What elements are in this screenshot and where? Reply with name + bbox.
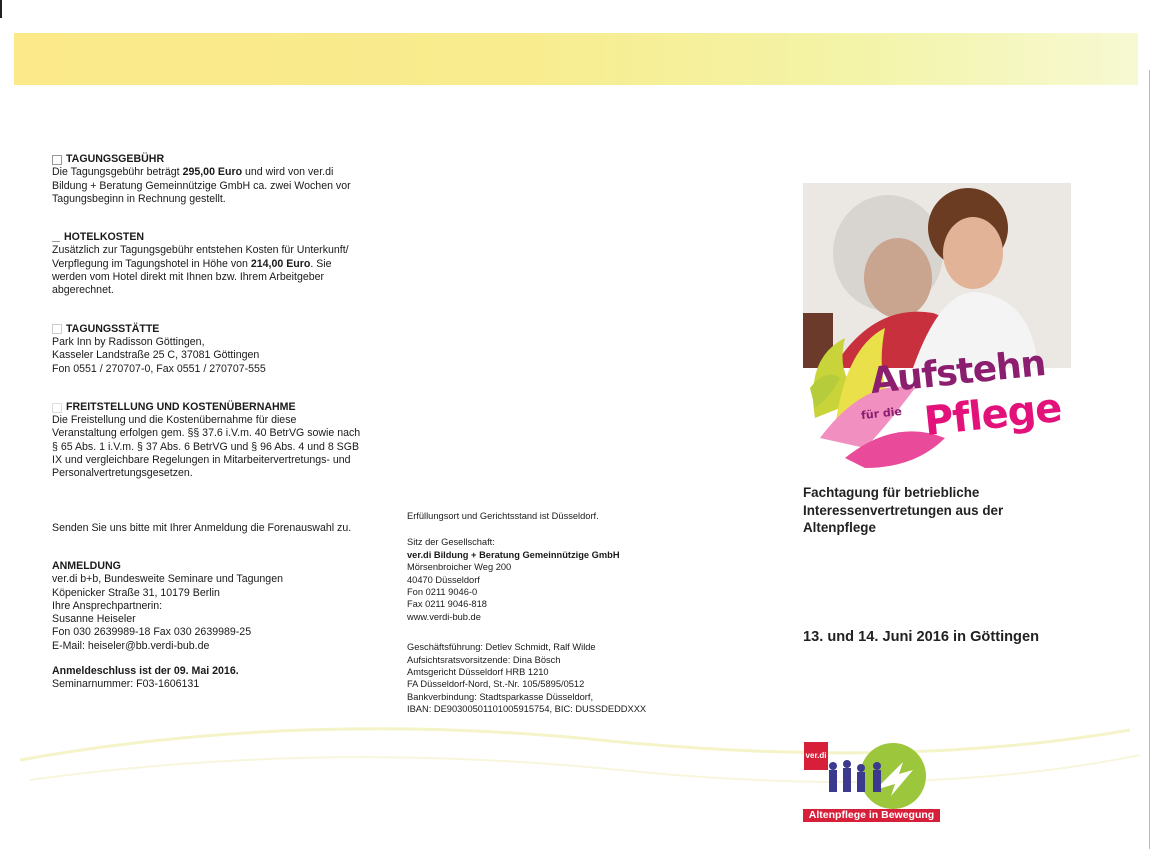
- leave-heading: FREITSTELLUNG UND KOSTENÜBERNAHME: [66, 400, 296, 413]
- background-swoosh: [0, 700, 1158, 820]
- hotel-section: [52, 231, 362, 297]
- legal-column: [407, 510, 707, 716]
- venue-heading: TAGUNGSSTÄTTE: [66, 322, 160, 335]
- hotel-amount: 214,00 Euro: [250, 257, 311, 270]
- fee-section: [52, 153, 362, 206]
- logo-fuer-die: für die: [860, 404, 903, 423]
- company-web[interactable]: www.verdi-bub.de: [407, 611, 481, 622]
- seminar-number: Seminarnummer: F03-1606131: [52, 678, 200, 691]
- event-date: 13. und 14. Juni 2016 in Göttingen: [803, 629, 1039, 645]
- registration-email[interactable]: E-Mail: heiseler@bb.verdi-bub.de: [52, 639, 210, 652]
- court-register: Amtsgericht Düsseldorf HRB 1210: [407, 667, 549, 678]
- hotel-checkbox[interactable]: [52, 233, 60, 242]
- deadline-text: Anmeldeschluss ist der 09. Mai 2016.: [52, 665, 239, 678]
- leave-checkbox[interactable]: [52, 403, 62, 413]
- registration-line: Köpenicker Straße 31, 10179 Berlin: [52, 586, 220, 599]
- page-fold-line: [1149, 70, 1150, 849]
- info-column: [52, 153, 362, 692]
- altenpflege-banner: Altenpflege in Bewegung: [803, 809, 940, 822]
- venue-line: Fon 0551 / 270707-0, Fax 0551 / 270707-555: [52, 362, 266, 375]
- forum-note: Senden Sie uns bitte mit Ihrer Anmeldung die Forenauswahl zu.: [52, 521, 352, 534]
- venue-checkbox[interactable]: [52, 324, 62, 334]
- logo-pflege: Pflege: [921, 384, 1064, 446]
- leave-section: [52, 401, 362, 481]
- logo-aufstehn: Aufstehn: [868, 342, 1048, 403]
- venue-section: [52, 323, 362, 376]
- leave-text: Die Freistellung und die Kostenübernahme für diese Veranstaltung erfolgen gem. §§ 37.6 i.V.m. 40 BetrVG sowie nach § 65 Abs. 1 i.V.m. § 37 Abs. 6 BetrVG und § 96 Abs. 4 und 8 SGB IX und vergleichbare Regelungen in Mitarbeitervertretungs- und Personalvertretungsgesetzen.: [52, 414, 361, 480]
- registration-line: Ihre Ansprechpartnerin:: [52, 599, 163, 612]
- hotel-text: Zusätzlich zur Tagungsgebühr entstehen Kosten für Unterkunft/ Verpflegung im Tagungshotel in Höhe von 214,00 Euro. Sie werden vom Hotel direkt mit Ihnen bzw. Ihrem Arbeitgeber abgerechnet.: [52, 244, 349, 297]
- venue-line: Kasseler Landstraße 25 C, 37081 Göttingen: [52, 349, 260, 362]
- registration-heading: ANMELDUNG: [52, 559, 121, 572]
- fee-amount: 295,00 Euro: [182, 166, 243, 179]
- registration-line: Susanne Heiseler: [52, 613, 136, 626]
- iban: IBAN: DE90300501101005915754, BIC: DUSSDEDDXXX: [407, 704, 647, 715]
- company-street: Mörsenbroicher Weg 200: [407, 562, 512, 573]
- fee-heading: TAGUNGSGEBÜHR: [66, 153, 165, 165]
- verdi-logo-badge: ver.di: [804, 742, 828, 770]
- fee-text: Die Tagungsgebühr beträgt 295,00 Euro und wird von ver.di Bildung + Beratung Gemeinnützige GmbH ca. zwei Wochen vor Tagungsbeginn in Rechnung gestellt.: [52, 166, 351, 205]
- fee-checkbox[interactable]: [52, 155, 62, 165]
- registration-section: [52, 560, 362, 653]
- company-label: Sitz der Gesellschaft:: [407, 537, 495, 548]
- tax-number: FA Düsseldorf-Nord, St.-Nr. 105/5895/0512: [407, 679, 585, 690]
- board-chair: Aufsichtsratsvorsitzende: Dina Bösch: [407, 654, 561, 665]
- management: Geschäftsführung: Detlev Schmidt, Ralf Wilde: [407, 642, 596, 653]
- registration-line: Fon 030 2639989-18 Fax 030 2639989-25: [52, 626, 252, 639]
- bank: Bankverbindung: Stadtsparkasse Düsseldorf,: [407, 691, 594, 702]
- event-title: Fachtagung für betriebliche Interessenvertretungen aus der Altenpflege: [803, 485, 1004, 535]
- company-phone: Fon 0211 9046-0: [407, 587, 478, 598]
- deadline-section: [52, 665, 362, 692]
- page-edge-mark: [0, 0, 2, 18]
- company-city: 40470 Düsseldorf: [407, 574, 480, 585]
- company-name: ver.di Bildung + Beratung Gemeinnützige GmbH: [407, 549, 620, 560]
- hotel-heading: HOTELKOSTEN: [64, 231, 145, 244]
- forum-section: [52, 522, 362, 535]
- venue-line: Park Inn by Radisson Göttingen,: [52, 335, 205, 348]
- jurisdiction: Erfüllungsort und Gerichtsstand ist Düsseldorf.: [407, 511, 599, 521]
- company-fax: Fax 0211 9046-818: [407, 599, 487, 610]
- top-color-band: [14, 33, 1138, 85]
- registration-line: ver.di b+b, Bundesweite Seminare und Tagungen: [52, 573, 283, 586]
